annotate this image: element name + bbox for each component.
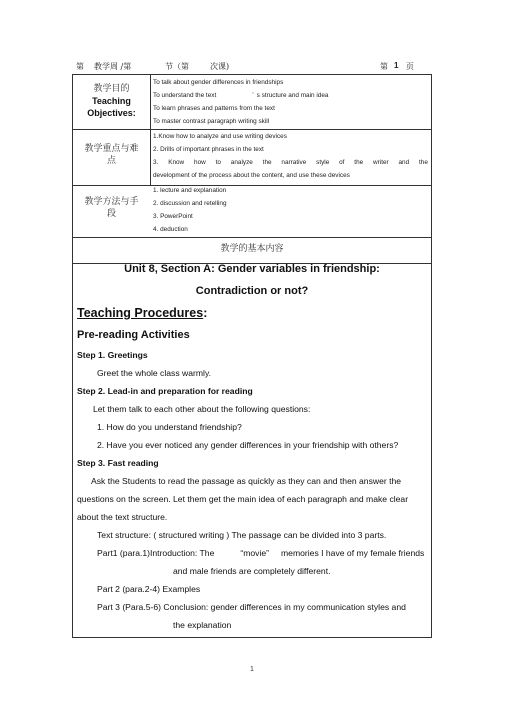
step3-line-1: Ask the Students to read the passage as quickly as they can and then answer the bbox=[91, 476, 402, 486]
key-point-item: 1.Know how to analyze and use writing devices bbox=[153, 133, 287, 140]
step3-line-3: about the text structure. bbox=[77, 512, 168, 522]
procedures-title-text: Teaching Procedures bbox=[77, 306, 204, 320]
unit-title: Unit 8, Section A: Gender variables in friendship: bbox=[124, 263, 380, 275]
header-section-label: 节（第 bbox=[165, 62, 189, 71]
objective-item-part: To understand the text bbox=[153, 92, 217, 99]
key-point-word: Know bbox=[168, 159, 185, 166]
key-point-word: narrative bbox=[281, 159, 307, 166]
step2-intro: Let them talk to each other about the following questions: bbox=[93, 404, 311, 414]
key-point-word: the bbox=[354, 159, 364, 166]
basic-content-title: 教学的基本内容 bbox=[220, 244, 284, 254]
objectives-label-en-2: Objectives: bbox=[87, 108, 136, 118]
text-structure: Text structure: ( structured writing ) The passage can be divided into 3 parts. bbox=[97, 530, 387, 540]
part1-line bbox=[97, 548, 424, 558]
step1-text: Greet the whole class warmly. bbox=[97, 368, 211, 378]
key-point-word: 3. bbox=[153, 159, 159, 166]
key-point-word: style bbox=[316, 159, 330, 166]
step3-title: Step 3. Fast reading bbox=[77, 458, 159, 468]
footer-page-number: 1 bbox=[250, 666, 254, 673]
method-item: 4. deduction bbox=[153, 226, 188, 233]
objective-item-part: s structure and main idea bbox=[256, 92, 329, 99]
header-page-number: 1 bbox=[394, 61, 399, 70]
method-item: 1. lecture and explanation bbox=[153, 187, 227, 194]
key-points-label bbox=[73, 143, 150, 167]
lesson-plan-table bbox=[72, 74, 432, 638]
header-page-prefix: 第 bbox=[380, 62, 388, 71]
objective-item-apostrophe: ’ bbox=[252, 92, 254, 99]
step1-title: Step 1. Greetings bbox=[77, 350, 148, 360]
key-point-item: 2. Drills of important phrases in the text bbox=[153, 146, 264, 153]
method-item: 3. PowerPoint bbox=[153, 213, 193, 220]
key-point-word: analyze bbox=[230, 159, 253, 166]
step2-title: Step 2. Lead-in and preparation for reading bbox=[77, 386, 253, 396]
step3-line-2: questions on the screen. Let them get the main idea of each paragraph and make clear bbox=[77, 494, 409, 504]
header-page-suffix: 页 bbox=[406, 62, 414, 71]
methods-label-1: 教学方法与手 bbox=[84, 197, 139, 207]
objective-item: To learn phrases and patterns from the text bbox=[153, 105, 275, 112]
part2-line: Part 2 (para.2-4) Examples bbox=[97, 584, 201, 594]
method-item: 2. discussion and retelling bbox=[153, 200, 227, 207]
key-point-item: development of the process about the content, and use these devices bbox=[153, 172, 350, 179]
key-point-word: to bbox=[215, 159, 221, 166]
objectives-label bbox=[73, 83, 150, 119]
objectives-label-cn: 教学目的 bbox=[93, 84, 130, 94]
procedures-title-colon: : bbox=[203, 306, 208, 320]
part1-rest: memories I have of my female friends bbox=[281, 548, 425, 558]
methods-label bbox=[73, 196, 150, 220]
key-point-word: the bbox=[419, 159, 428, 166]
key-point-word: of bbox=[339, 159, 345, 166]
step2-question-1: 1. How do you understand friendship? bbox=[97, 422, 242, 432]
header-lesson-label: 次课) bbox=[210, 62, 230, 71]
methods-content bbox=[153, 184, 428, 236]
part3-continuation: the explanation bbox=[173, 620, 232, 630]
key-point-word: writer bbox=[373, 159, 389, 166]
key-point-word: how bbox=[194, 159, 206, 166]
part1-quote: “movie” bbox=[240, 548, 270, 558]
objective-item: To master contrast paragraph writing skill bbox=[153, 118, 270, 125]
objectives-content bbox=[153, 76, 428, 128]
key-point-item bbox=[153, 156, 428, 169]
pre-reading-title: Pre-reading Activities bbox=[77, 329, 190, 341]
header-week-prefix: 第 bbox=[76, 62, 84, 71]
page-header bbox=[76, 61, 432, 73]
part1-continuation: and male friends are completely different. bbox=[173, 566, 331, 576]
methods-label-2: 段 bbox=[106, 209, 116, 219]
key-points-label-1: 教学重点与难 bbox=[84, 144, 139, 154]
key-point-word: and bbox=[398, 159, 410, 166]
procedures-title bbox=[77, 306, 207, 320]
step2-question-2: 2. Have you ever noticed any gender differences in your friendship with others? bbox=[97, 440, 399, 450]
unit-subtitle: Contradiction or not? bbox=[195, 285, 309, 297]
key-points-label-2: 点 bbox=[106, 156, 116, 166]
part1-intro: Part1 (para.1)Introduction: The bbox=[97, 548, 215, 558]
column-divider bbox=[150, 75, 151, 185]
part3-line: Part 3 (Para.5-6) Conclusion: gender differences in my communication styles and bbox=[97, 602, 406, 612]
header-week-label: 教学周 /第 bbox=[94, 62, 132, 71]
key-point-word: the bbox=[262, 159, 272, 166]
objective-item bbox=[153, 89, 428, 102]
objectives-label-en-1: Teaching bbox=[92, 96, 131, 106]
objective-item: To talk about gender differences in friendships bbox=[153, 79, 284, 86]
row-divider bbox=[73, 237, 431, 238]
key-points-content bbox=[153, 130, 428, 182]
